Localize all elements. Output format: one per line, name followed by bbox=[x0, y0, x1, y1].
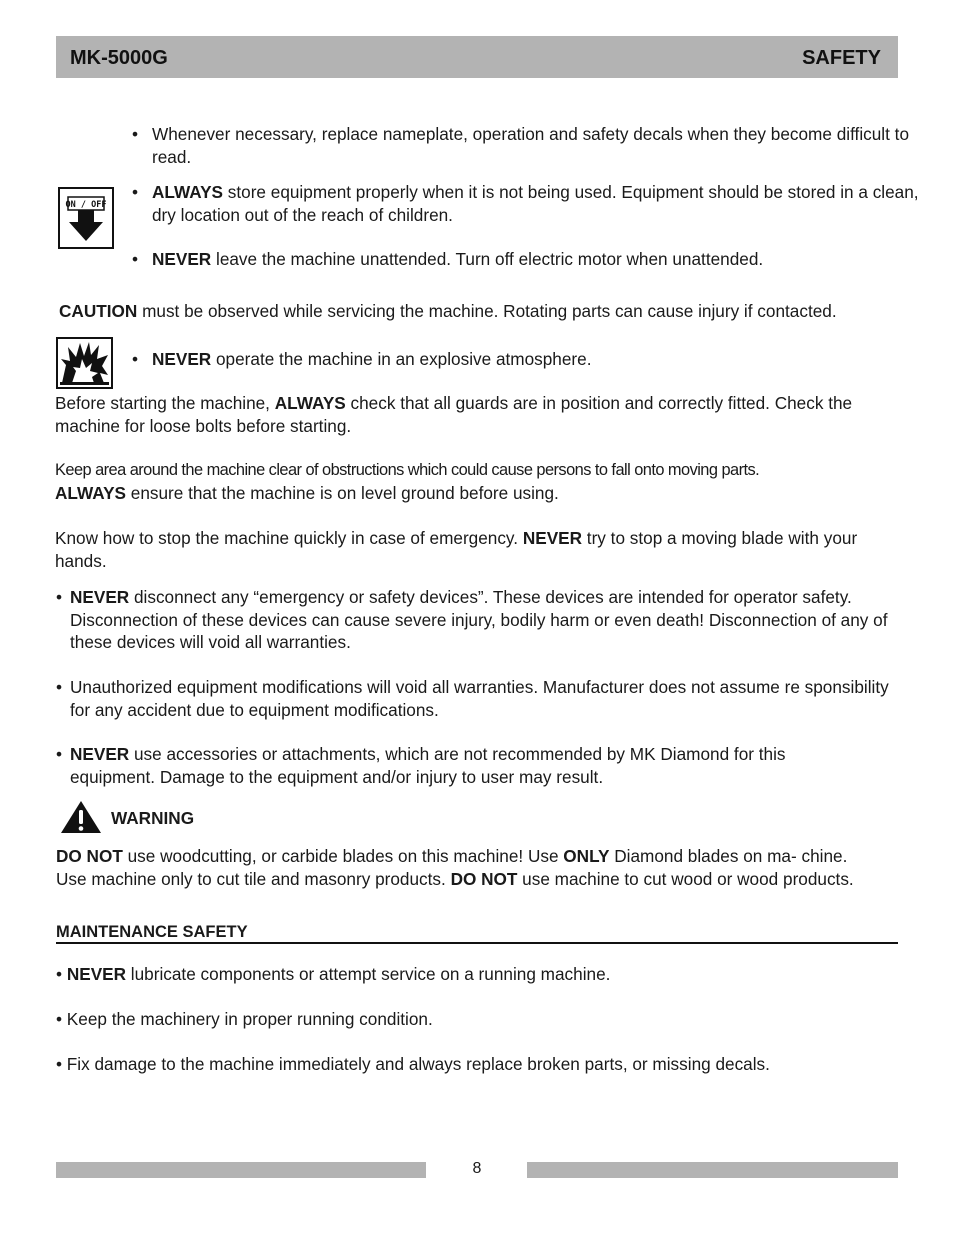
keep-area-line: Keep area around the machine clear of obstructions which could cause persons to fall onto moving parts. bbox=[55, 461, 760, 479]
list-item: • Fix damage to the machine immediately and always replace broken parts, or missing decals. bbox=[56, 1054, 770, 1074]
list-item: • NEVER lubricate components or attempt service on a running machine. bbox=[56, 964, 611, 984]
page-header bbox=[56, 36, 898, 78]
list-item: NEVER use accessories or attachments, which are not recommended by MK Diamond for this equipment. Damage to the equipment and/or injury to user may result. bbox=[70, 744, 786, 787]
list-item: NEVER operate the machine in an explosive atmosphere. bbox=[152, 349, 592, 369]
list-item: ALWAYS store equipment properly when it is not being used. Equipment should be stored in a clean, dry location out of the reach of children. bbox=[152, 182, 919, 225]
know-stop-paragraph: Know how to stop the machine quickly in case of emergency. NEVER try to stop a moving blade with your hands. bbox=[55, 528, 858, 571]
model-name: MK-5000G bbox=[70, 47, 168, 69]
bullet: • bbox=[56, 677, 63, 697]
bullet: • bbox=[132, 182, 139, 202]
bullet: • bbox=[132, 249, 139, 269]
warning-triangle-icon bbox=[60, 800, 102, 834]
warning-label: WARNING bbox=[111, 808, 195, 828]
list-item: NEVER leave the machine unattended. Turn off electric motor when unattended. bbox=[152, 249, 764, 269]
level-ground-line: ALWAYS ensure that the machine is on level ground before using. bbox=[55, 483, 559, 503]
on-off-switch-graphic bbox=[60, 189, 112, 247]
switch-label: ON / OFF bbox=[65, 200, 107, 210]
caution-paragraph: CAUTION must be observed while servicing the machine. Rotating parts can cause injury if contacted. bbox=[59, 301, 837, 321]
list-item: Unauthorized equipment modifications will void all warranties. Manufacturer does not assume re sponsibility for any accident due to equipment modifications. bbox=[70, 677, 889, 720]
bullet: • bbox=[56, 587, 63, 607]
bullet: • bbox=[132, 124, 139, 144]
bullet: • bbox=[56, 744, 63, 764]
page-number: 8 bbox=[472, 1160, 482, 1177]
explosion-graphic bbox=[58, 339, 111, 387]
section-title: SAFETY bbox=[802, 47, 881, 69]
before-start-paragraph: Before starting the machine, ALWAYS check that all guards are in position and correctly fitted. Check the machine for loose bolts before starting. bbox=[55, 393, 853, 436]
on-off-switch-icon bbox=[58, 187, 114, 249]
list-item: NEVER disconnect any “emergency or safety devices”. These devices are intended for operator safety. Disconnection of these devices can cause severe injury, bodily harm or even death! Disconnection of any of these devices will void all warranties. bbox=[70, 587, 888, 652]
footer-bar-right bbox=[527, 1162, 898, 1178]
explosion-icon bbox=[56, 337, 113, 389]
maintenance-heading: MAINTENANCE SAFETY bbox=[56, 922, 898, 944]
bullet: • bbox=[132, 349, 139, 369]
footer-bar-left bbox=[56, 1162, 426, 1178]
warning-paragraph: DO NOT use woodcutting, or carbide blades on this machine! Use ONLY Diamond blades on ma- chine. Use machine only to cut tile and masonry products. DO NOT use machine to cut wood or wood products. bbox=[56, 846, 854, 889]
list-item: Whenever necessary, replace nameplate, operation and safety decals when they become difficult to read. bbox=[152, 124, 910, 167]
list-item: • Keep the machinery in proper running condition. bbox=[56, 1009, 433, 1029]
